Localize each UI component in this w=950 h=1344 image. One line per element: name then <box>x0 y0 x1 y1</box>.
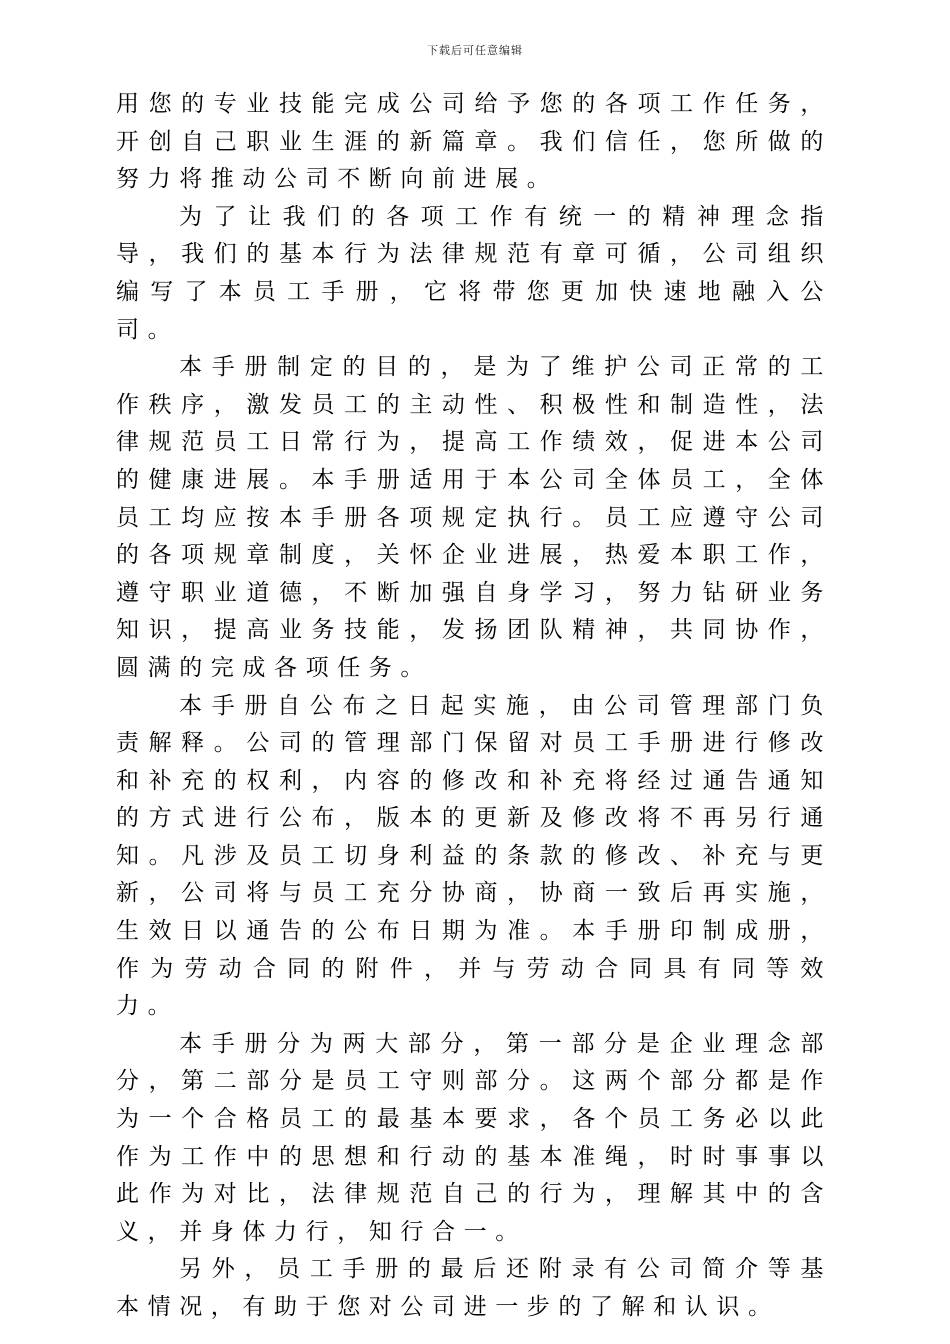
paragraph-6: 另外，员工手册的最后还附录有公司简介等基本情况，有助于您对公司进一步的了解和认识。 <box>116 1256 832 1320</box>
paragraph-4: 本手册自公布之日起实施，由公司管理部门负责解释。公司的管理部门保留对员工手册进行修改和补充的权利，内容的修改和补充将经过通告通知的方式进行公布，版本的更新及修改将不再另行通知。凡涉及员工切身利益的条款的修改、补充与更新，公司将与员工充分协商，协商一致后再实施，生效日以通告的公布日期为准。本手册印制成册，作为劳动合同的附件，并与劳动合同具有同等效力。 <box>116 692 832 1020</box>
document-body <box>116 86 832 1327</box>
header-note: 下载后可任意编辑 <box>427 44 523 57</box>
paragraph-3: 本手册制定的目的，是为了维护公司正常的工作秩序，激发员工的主动性、积极性和制造性，法律规范员工日常行为，提高工作绩效，促进本公司的健康进展。本手册适用于本公司全体员工，全体员工均应按本手册各项规定执行。员工应遵守公司的各项规章制度，关怀企业进展，热爱本职工作，遵守职业道德，不断加强自身学习，努力钻研业务知识，提高业务技能，发扬团队精神，共同协作，圆满的完成各项任务。 <box>116 354 832 681</box>
paragraph-2: 为了让我们的各项工作有统一的精神理念指导，我们的基本行为法律规范有章可循，公司组织编写了本员工手册，它将带您更加快速地融入公司。 <box>116 203 832 343</box>
paragraph-5: 本手册分为两大部分，第一部分是企业理念部分，第二部分是员工守则部分。这两个部分都是作为一个合格员工的最基本要求，各个员工务必以此作为工作中的思想和行动的基本准绳，时时事事以此作为对比，法律规范自己的行为，理解其中的含义，并身体力行，知行合一。 <box>116 1030 832 1245</box>
paragraph-1: 用您的专业技能完成公司给予您的各项工作任务，开创自己职业生涯的新篇章。我们信任，您所做的努力将推动公司不断向前进展。 <box>116 91 832 193</box>
